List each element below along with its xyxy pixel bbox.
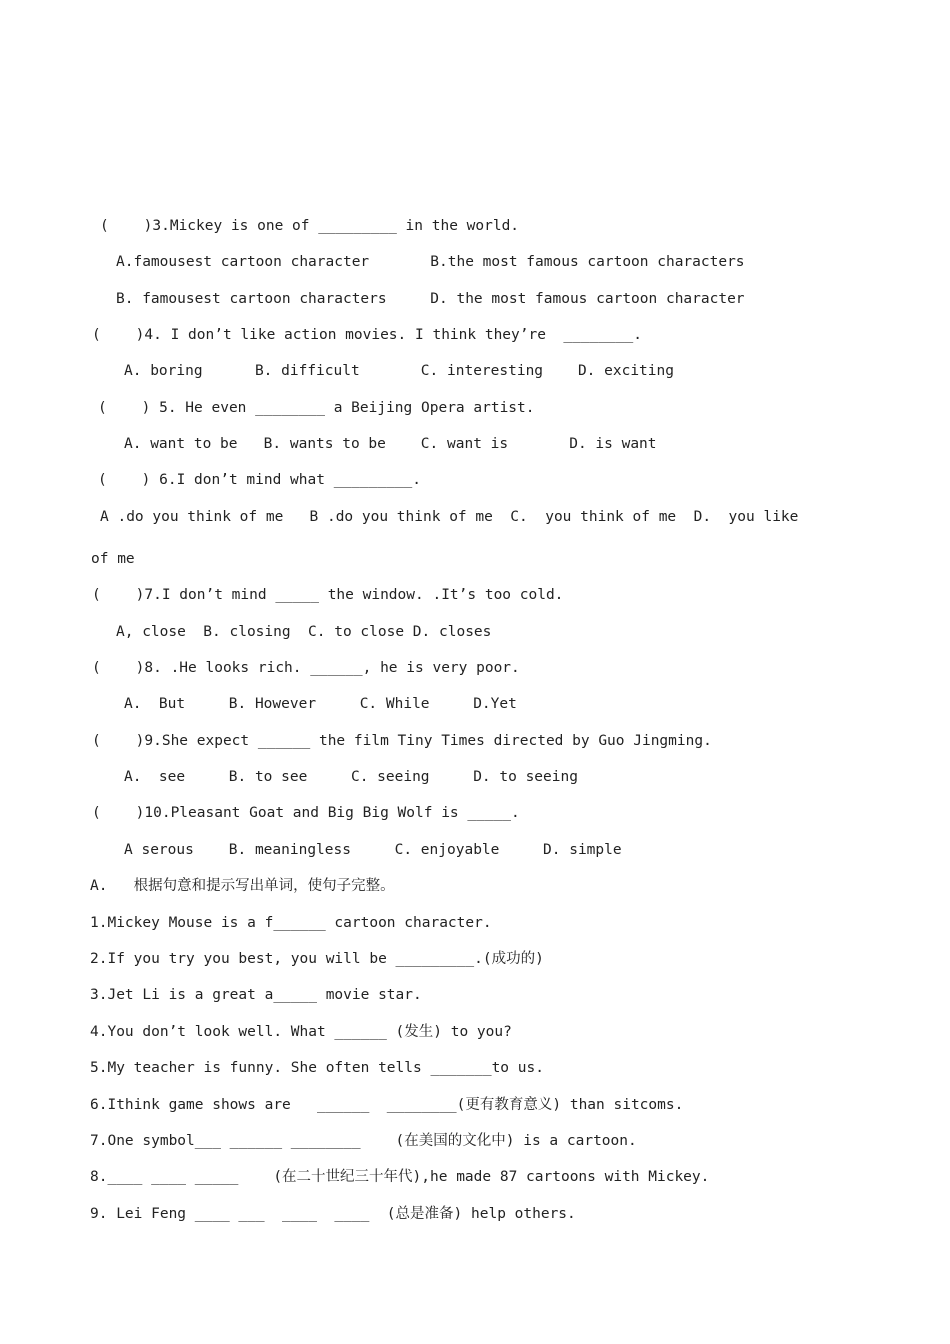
- question-10: ( )10.Pleasant Goat and Big Big Wolf is _____.: [92, 805, 520, 821]
- question-9: ( )9.She expect ______ the film Tiny Times directed by Guo Jingming.: [92, 733, 712, 749]
- fill-item-1: 1.Mickey Mouse is a f______ cartoon character.: [90, 915, 492, 931]
- question-9-options: A. see B. to see C. seeing D. to seeing: [124, 769, 578, 785]
- fill-item-3: 3.Jet Li is a great a_____ movie star.: [90, 987, 422, 1003]
- question-3-options-row-2: B. famousest cartoon characters D. the most famous cartoon character: [116, 291, 745, 307]
- fill-item-2: 2.If you try you best, you will be _________.(成功的): [90, 951, 544, 967]
- question-7: ( )7.I don’t mind _____ the window. .It’s too cold.: [92, 587, 564, 603]
- question-6-options: A .do you think of me B .do you think of me C. you think of me D. you like: [100, 509, 799, 525]
- section-heading: A. 根据句意和提示写出单词，使句子完整。: [90, 878, 395, 894]
- question-6: ( ) 6.I don’t mind what _________.: [98, 472, 422, 488]
- fill-item-5: 5.My teacher is funny. She often tells _______to us.: [90, 1060, 544, 1076]
- question-8: ( )8. .He looks rich. ______, he is very poor.: [92, 660, 520, 676]
- question-6-options-continued: of me: [91, 551, 135, 567]
- fill-item-7: 7.One symbol___ ______ ________ (在美国的文化中) is a cartoon.: [90, 1133, 637, 1149]
- question-10-options: A serous B. meaningless C. enjoyable D. simple: [124, 842, 622, 858]
- question-7-options: A, close B. closing C. to close D. closes: [116, 624, 492, 640]
- question-4-options: A. boring B. difficult C. interesting D. exciting: [124, 363, 674, 379]
- question-3-options-row-1: A.famousest cartoon character B.the most famous cartoon characters: [116, 254, 745, 270]
- fill-item-4: 4.You don’t look well. What ______ (发生) to you?: [90, 1024, 512, 1040]
- question-5-options: A. want to be B. wants to be C. want is D. is want: [124, 436, 657, 452]
- question-8-options: A. But B. However C. While D.Yet: [124, 696, 517, 712]
- fill-item-8: 8.____ ____ _____ (在二十世纪三十年代),he made 87 cartoons with Mickey.: [90, 1169, 710, 1185]
- question-3: ( )3.Mickey is one of _________ in the world.: [100, 218, 520, 234]
- fill-item-6: 6.Ithink game shows are ______ ________(更有教育意义) than sitcoms.: [90, 1097, 684, 1113]
- question-5: ( ) 5. He even ________ a Beijing Opera artist.: [98, 400, 535, 416]
- question-4: ( )4. I don’t like action movies. I think they’re ________.: [92, 327, 642, 343]
- fill-item-9: 9. Lei Feng ____ ___ ____ ____ (总是准备) help others.: [90, 1206, 576, 1222]
